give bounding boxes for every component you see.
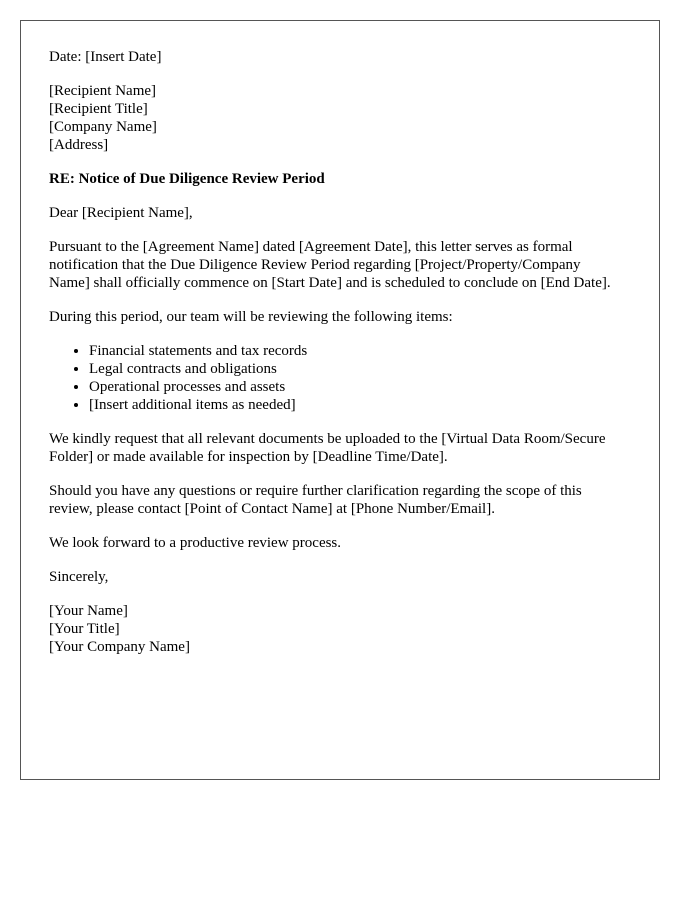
recipient-title: [Recipient Title] [49, 101, 148, 117]
paragraph-notice: Pursuant to the [Agreement Name] dated [Agreement Date], this letter serves as formal notification that the Due Diligence Review Period regarding [Project/Property/Company Name] shall officially commence on [Start Date] and is scheduled to conclude on [End Date]. [49, 239, 611, 291]
paragraph-contact: Should you have any questions or require further clarification regarding the scope of this review, please contact [Point of Contact Name] at [Phone Number/Email]. [49, 483, 582, 517]
recipient-company: [Company Name] [49, 119, 157, 135]
recipient-name: [Recipient Name] [49, 83, 157, 99]
letter-body [49, 48, 624, 672]
recipient-block [49, 82, 624, 154]
paragraph-document-request: We kindly request that all relevant documents be uploaded to the [Virtual Data Room/Secure Folder] or made available for inspection by [Deadline Time/Date]. [49, 431, 606, 465]
signature-company: [Your Company Name] [49, 639, 190, 655]
recipient-address: [Address] [49, 137, 109, 153]
signature-block [49, 602, 624, 656]
date-line: Date: [Insert Date] [49, 49, 162, 65]
letter-page [20, 20, 660, 780]
subject-line: RE: Notice of Due Diligence Review Period [49, 171, 325, 187]
list-item: • [Insert additional items as needed] [89, 396, 624, 414]
list-item: • Financial statements and tax records [89, 342, 624, 360]
signature-name: [Your Name] [49, 603, 128, 619]
list-item: • Legal contracts and obligations [89, 360, 624, 378]
closing: Sincerely, [49, 569, 109, 585]
paragraph-review-intro: During this period, our team will be reviewing the following items: [49, 309, 453, 325]
signature-title: [Your Title] [49, 621, 120, 637]
salutation: Dear [Recipient Name], [49, 205, 193, 221]
review-items-list [49, 342, 624, 414]
paragraph-closing-remark: We look forward to a productive review process. [49, 535, 342, 551]
list-item: • Operational processes and assets [89, 378, 624, 396]
